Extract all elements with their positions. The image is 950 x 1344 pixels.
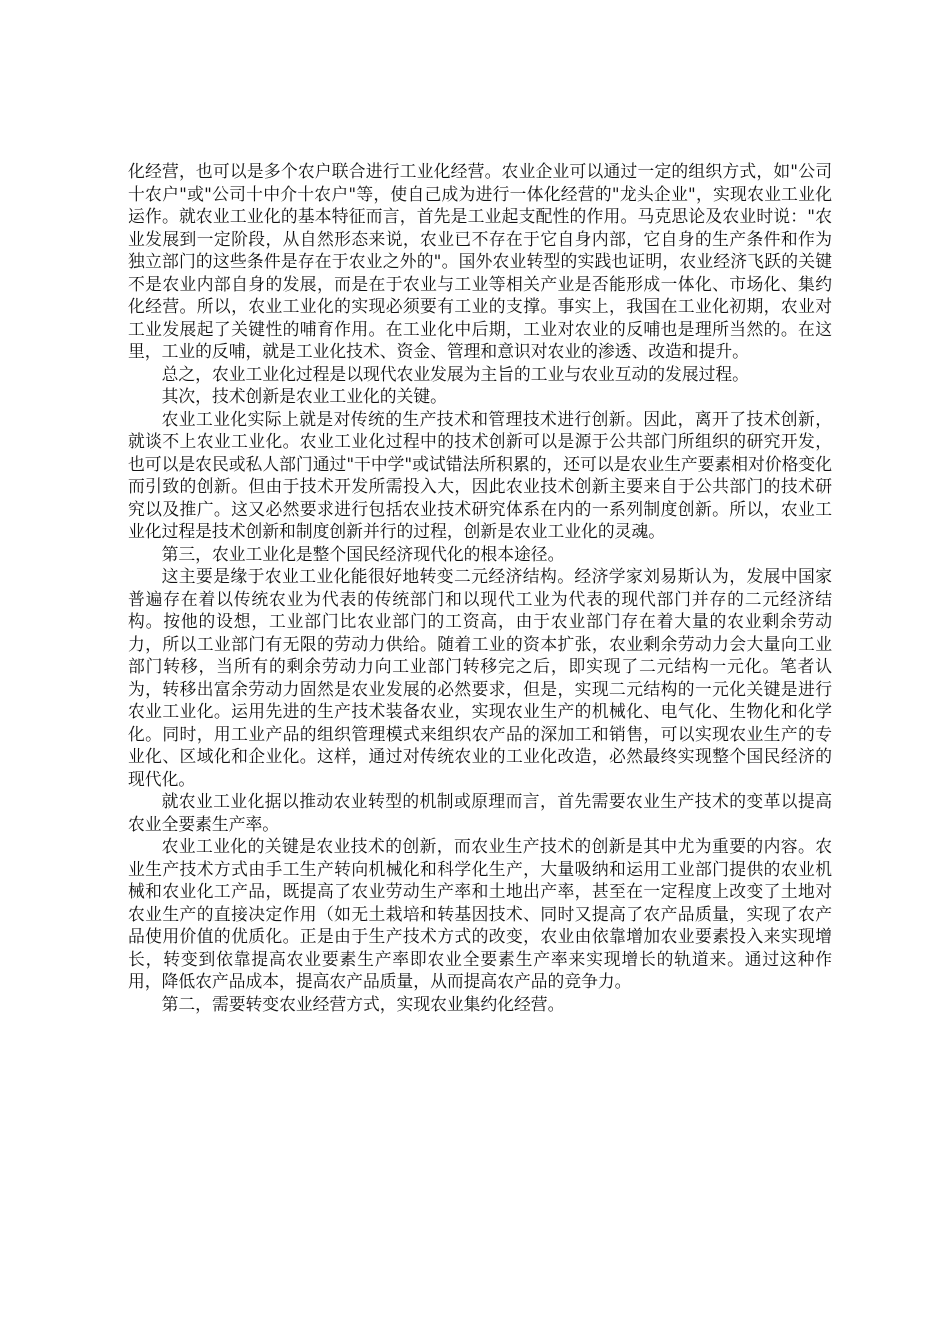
paragraph-2: 总之，农业工业化过程是以现代农业发展为主旨的工业与农业互动的发展过程。 [161,363,749,384]
paragraph-9: 第二，需要转变农业经营方式，实现农业集约化经营。 [161,993,565,1014]
document-body [128,160,832,1015]
paragraph-1: 化经营，也可以是多个农户联合进行工业化经营。农业企业可以通过一定的组织方式，如"公司十农户"或"公司十中介十农户"等，使自己成为进行一体化经营的"龙头企业"，实现农业工业化运作。就农业工业化的基本特征而言，首先是工业起支配性的作用。马克思论及农业时说："农业发展到一定阶段，从自然形态来说，农业已不存在于它自身内部，它自身的生产条件和作为独立部门的这些条件是存在于农业之外的"。国外农业转型的实践也证明，农业经济飞跃的关键不是农业内部自身的发展，而是在于农业与工业等相关产业是否能形成一体化、市场化、集约化经营。所以，农业工业化的实现必须要有工业的支撑。事实上，我国在工业化初期，农业对工业发展起了关键性的哺育作用。在工业化中后期，工业对农业的反哺也是理所当然的。在这里，工业的反哺，就是工业化技术、资金、管理和意识对农业的渗透、改造和提升。 [128,161,832,361]
paragraph-3: 其次，技术创新是农业工业化的关键。 [161,386,447,406]
paragraph-8: 农业工业化的关键是农业技术的创新，而农业生产技术的创新是其中尤为重要的内容。农业生产技术方式由手工生产转向机械化和科学化生产，大量吸纳和运用工业部门提供的农业机械和农业化工产品，既提高了农业劳动生产率和土地出产率，甚至在一定程度上改变了土地对农业生产的直接决定作用（如无土栽培和转基因技术、同时又提高了农产品质量，实现了农产品使用价值的优质化。正是由于生产技术方式的改变，农业由依靠增加农业要素投入来实现增长，转变到依靠提高农业要素生产率即农业全要素生产率来实现增长的轨道来。通过这种作用，降低农产品成本，提高农产品质量，从而提高农产品的竞争力。 [128,836,832,991]
paragraph-6: 这主要是缘于农业工业化能很好地转变二元经济结构。经济学家刘易斯认为，发展中国家普遍存在着以传统农业为代表的传统部门和以现代工业为代表的现代部门并存的二元经济结构。按他的设想，工业部门比农业部门的工资高，由于农业部门存在着大量的农业剩余劳动力，所以工业部门有无限的劳动力供给。随着工业的资本扩张，农业剩余劳动力会大量向工业部门转移，当所有的剩余劳动力向工业部门转移完之后，即实现了二元结构一元化。笔者认为，转移出富余劳动力固然是农业发展的必然要求，但是，实现二元结构的一元化关键是进行农业工业化。运用先进的生产技术装备农业，实现农业生产的机械化、电气化、生物化和化学化。同时，用工业产品的组织管理模式来组织农产品的深加工和销售，可以实现农业生产的专业化、区域化和企业化。这样，通过对传统农业的工业化改造，必然最终实现整个国民经济的现代化。 [128,566,832,789]
paragraph-7: 就农业工业化据以推动农业转型的机制或原理而言，首先需要农业生产技术的变革以提高农业全要素生产率。 [128,791,832,834]
paragraph-4: 农业工业化实际上就是对传统的生产技术和管理技术进行创新。因此，离开了技术创新，就谈不上农业工业化。农业工业化过程中的技术创新可以是源于公共部门所组织的研究开发，也可以是农民或私人部门通过"干中学"或试错法所积累的，还可以是农业生产要素相对价格变化而引致的创新。但由于技术开发所需投入大，因此农业技术创新主要来自于公共部门的技术研究以及推广。这又必然要求进行包括农业技术研究体系在内的一系列制度创新。所以，农业工业化过程是技术创新和制度创新并行的过程，创新是农业工业化的灵魂。 [128,408,832,541]
paragraph-5: 第三，农业工业化是整个国民经济现代化的根本途径。 [161,543,565,564]
